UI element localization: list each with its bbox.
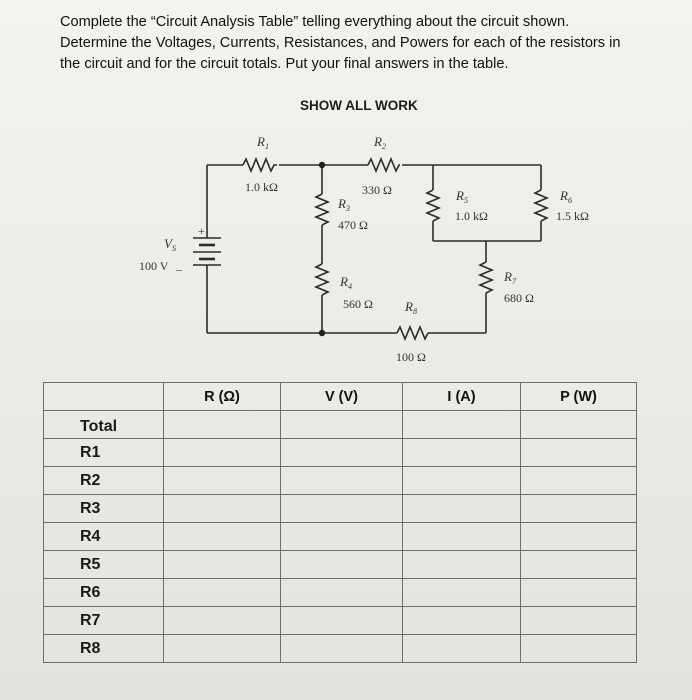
r4-resistor	[316, 264, 328, 295]
r6-resistor	[535, 190, 547, 221]
cell-r2-p[interactable]	[521, 467, 637, 495]
header-power: P (W)	[521, 383, 637, 411]
cell-r2-v[interactable]	[281, 467, 403, 495]
r7-value: 680 Ω	[504, 291, 534, 305]
cell-r8-v[interactable]	[281, 635, 403, 663]
table-row	[44, 495, 637, 523]
row-label-r7: R7	[44, 607, 164, 635]
table-row	[44, 467, 637, 495]
junction-dot-bottom	[319, 330, 325, 336]
instructions-line-2: Determine the Voltages, Currents, Resistances, and Powers for each of the resistors in	[60, 35, 621, 51]
r8-name: $R_8$	[405, 299, 417, 316]
battery-symbol	[193, 234, 221, 270]
cell-r3-i[interactable]	[403, 495, 521, 523]
instructions-line-1: Complete the “Circuit Analysis Table” telling everything about the circuit shown.	[60, 14, 570, 30]
header-blank	[44, 383, 164, 411]
r1-value: 1.0 kΩ	[245, 180, 278, 194]
cell-r2-r[interactable]	[164, 467, 281, 495]
header-resistance: R (Ω)	[164, 383, 281, 411]
cell-r5-v[interactable]	[281, 551, 403, 579]
r2-name: $R_2$	[374, 134, 386, 151]
r5-name: $R_5$	[456, 188, 468, 205]
table-row	[44, 411, 637, 439]
cell-r3-r[interactable]	[164, 495, 281, 523]
instructions-line-3: the circuit and for the circuit totals. Put your final answers in the table.	[60, 56, 509, 72]
cell-r7-p[interactable]	[521, 607, 637, 635]
r1-name: $R_1$	[257, 134, 269, 151]
cell-r6-v[interactable]	[281, 579, 403, 607]
r8-resistor	[397, 327, 428, 339]
row-label-r1: R1	[44, 439, 164, 467]
r3-name: $R_3$	[338, 196, 350, 213]
cell-r4-p[interactable]	[521, 523, 637, 551]
cell-r5-p[interactable]	[521, 551, 637, 579]
r8-value: 100 Ω	[396, 350, 426, 364]
table-row	[44, 607, 637, 635]
cell-r1-i[interactable]	[403, 439, 521, 467]
instructions	[60, 12, 670, 75]
table-row	[44, 579, 637, 607]
table-header-row	[44, 383, 637, 411]
cell-r7-v[interactable]	[281, 607, 403, 635]
r6-name: $R_6$	[560, 188, 572, 205]
r3-value: 470 Ω	[338, 218, 368, 232]
cell-r2-i[interactable]	[403, 467, 521, 495]
cell-r6-r[interactable]	[164, 579, 281, 607]
cell-r6-i[interactable]	[403, 579, 521, 607]
row-label-r3: R3	[44, 495, 164, 523]
row-label-r2: R2	[44, 467, 164, 495]
cell-r8-r[interactable]	[164, 635, 281, 663]
r7-name: $R_7$	[504, 269, 516, 286]
battery-minus: –	[176, 262, 182, 276]
header-voltage: V (V)	[281, 383, 403, 411]
table-row	[44, 523, 637, 551]
row-label-r6: R6	[44, 579, 164, 607]
circuit-analysis-table	[43, 382, 637, 663]
header-current: I (A)	[403, 383, 521, 411]
row-label-total: Total	[44, 411, 164, 439]
table-row	[44, 635, 637, 663]
r5-resistor	[427, 190, 439, 221]
r7-resistor	[480, 262, 492, 293]
cell-r4-r[interactable]	[164, 523, 281, 551]
cell-r1-p[interactable]	[521, 439, 637, 467]
r1-resistor	[243, 159, 277, 171]
r2-resistor	[368, 159, 400, 171]
cell-r3-p[interactable]	[521, 495, 637, 523]
junction-dot-top	[319, 162, 325, 168]
source-value: 100 V	[139, 259, 169, 273]
r5-value: 1.0 kΩ	[455, 209, 488, 223]
table-row	[44, 439, 637, 467]
r4-name: $R_4$	[340, 274, 352, 291]
circuit-diagram	[0, 120, 692, 380]
r3-resistor	[316, 194, 328, 225]
cell-total-v[interactable]	[281, 411, 403, 439]
cell-r5-r[interactable]	[164, 551, 281, 579]
cell-r5-i[interactable]	[403, 551, 521, 579]
table-row	[44, 551, 637, 579]
cell-r4-v[interactable]	[281, 523, 403, 551]
cell-r4-i[interactable]	[403, 523, 521, 551]
cell-r8-p[interactable]	[521, 635, 637, 663]
row-label-r8: R8	[44, 635, 164, 663]
r6-value: 1.5 kΩ	[556, 209, 589, 223]
cell-r1-r[interactable]	[164, 439, 281, 467]
cell-r8-i[interactable]	[403, 635, 521, 663]
r4-value: 560 Ω	[343, 297, 373, 311]
r2-value: 330 Ω	[362, 183, 392, 197]
cell-total-i[interactable]	[403, 411, 521, 439]
cell-r7-r[interactable]	[164, 607, 281, 635]
battery-plus: +	[198, 224, 205, 238]
row-label-r5: R5	[44, 551, 164, 579]
cell-r7-i[interactable]	[403, 607, 521, 635]
cell-r1-v[interactable]	[281, 439, 403, 467]
source-name: $V_S$	[164, 236, 176, 253]
cell-r6-p[interactable]	[521, 579, 637, 607]
show-all-work-heading: SHOW ALL WORK	[300, 98, 418, 113]
cell-total-r[interactable]	[164, 411, 281, 439]
row-label-r4: R4	[44, 523, 164, 551]
cell-total-p[interactable]	[521, 411, 637, 439]
cell-r3-v[interactable]	[281, 495, 403, 523]
